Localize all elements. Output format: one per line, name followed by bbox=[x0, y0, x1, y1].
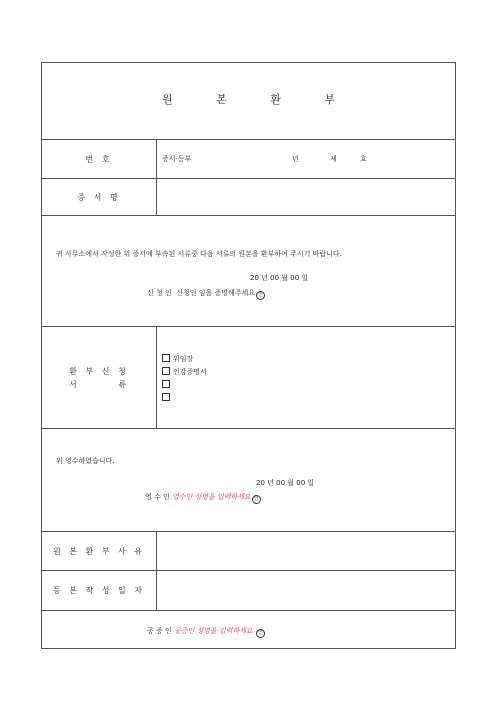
number-type[interactable]: 증서·등부 bbox=[162, 155, 192, 163]
title-row bbox=[42, 63, 455, 140]
receipt-text: 위 영수하였습니다. bbox=[56, 457, 115, 465]
return-reason-field[interactable] bbox=[158, 532, 455, 570]
notary-label: 공 증 인 bbox=[147, 627, 172, 635]
request-row bbox=[42, 216, 455, 327]
notary-name-input[interactable]: 공증인 성명을 입력하세요 bbox=[173, 627, 253, 635]
copy-date-field[interactable] bbox=[158, 571, 455, 610]
applicant-text[interactable]: 신청인 임을 증명해주세요 bbox=[176, 289, 256, 297]
return-reason-row bbox=[42, 532, 455, 571]
number-row bbox=[42, 140, 455, 179]
number-label: 번 호 bbox=[42, 140, 157, 178]
applicant-line bbox=[147, 288, 265, 300]
return-docs-row bbox=[42, 327, 455, 429]
certificate-name-label: 증 서 명 bbox=[42, 179, 157, 215]
copy-date-label: 등 본 작 성 일 자 bbox=[42, 571, 157, 610]
number-ho: 호 bbox=[360, 155, 367, 163]
checkbox[interactable] bbox=[162, 380, 170, 388]
return-docs-label-line2: 서 류 bbox=[68, 379, 130, 389]
page-title: 원 본 환 부 bbox=[162, 93, 335, 106]
number-issue: 제 bbox=[330, 155, 337, 163]
request-text: 귀 사무소에서 작성한 위 증서에 부속된 서류중 다음 서류의 원본을 환부하여 주시기 바랍니다. bbox=[56, 250, 342, 258]
checklist-item[interactable] bbox=[162, 392, 207, 405]
return-docs-label-line1: 환 부 신 청 bbox=[69, 366, 129, 376]
applicant-label: 신 청 인 bbox=[147, 289, 172, 297]
certificate-name-field[interactable] bbox=[158, 179, 455, 215]
receipt-date[interactable]: 20 년 00 월 00 일 bbox=[256, 479, 315, 487]
checkbox[interactable] bbox=[162, 393, 170, 401]
seal-icon: 인 bbox=[256, 291, 265, 300]
notary-line bbox=[147, 626, 265, 638]
seal-icon: 인 bbox=[252, 495, 261, 504]
receipt-row bbox=[42, 429, 455, 532]
return-docs-label bbox=[42, 327, 157, 428]
checklist-item[interactable]: 인감증명서 bbox=[162, 366, 207, 379]
form-frame bbox=[41, 62, 456, 649]
checklist-item[interactable] bbox=[162, 379, 207, 392]
request-date[interactable]: 20 년 00 월 00 일 bbox=[250, 274, 309, 282]
checkbox[interactable] bbox=[162, 354, 170, 362]
return-reason-label: 원 본 환 부 사 유 bbox=[42, 532, 157, 570]
return-docs-checklist bbox=[162, 353, 207, 405]
seal-icon: 인 bbox=[256, 629, 265, 638]
certificate-name-row bbox=[42, 179, 455, 216]
copy-date-row bbox=[42, 571, 455, 611]
notary-row bbox=[42, 611, 455, 650]
number-year: 년 bbox=[292, 155, 299, 163]
checkbox[interactable] bbox=[162, 367, 170, 375]
receiver-line bbox=[145, 492, 261, 504]
checklist-item[interactable]: 위임장 bbox=[162, 353, 207, 366]
receiver-label: 영 수 인 bbox=[145, 493, 170, 501]
receiver-name-input[interactable]: 영수인 성명을 입력하세요 bbox=[171, 493, 251, 501]
